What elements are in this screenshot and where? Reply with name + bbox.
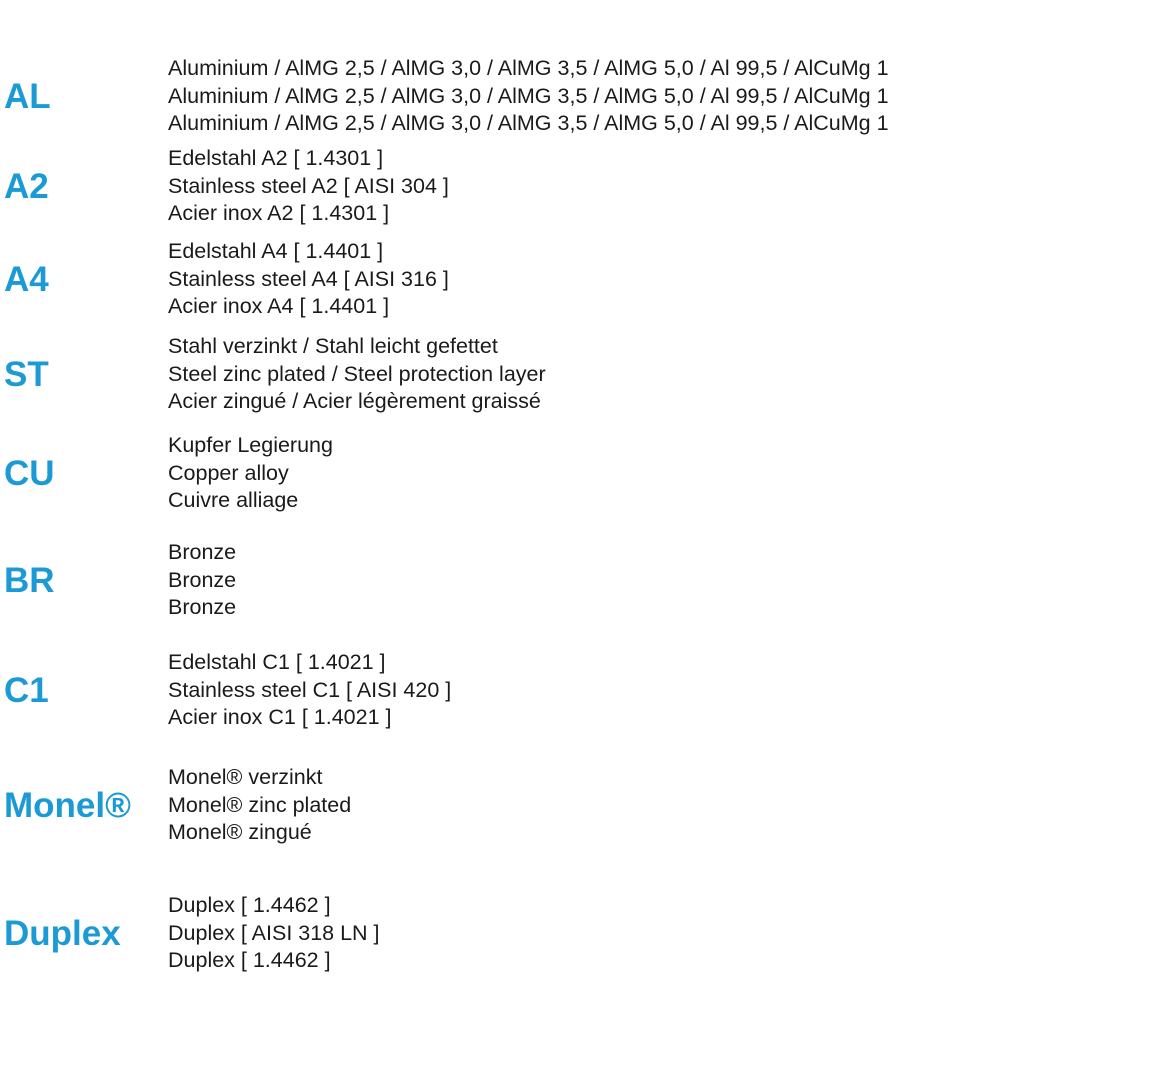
material-description-line: Stahl verzinkt / Stahl leicht gefettet [168,334,498,358]
material-description [168,238,1160,321]
material-description [168,892,1160,975]
material-code: ST [4,354,49,394]
material-description-line: Bronze [168,540,237,564]
material-code: AL [4,76,51,116]
material-description-line: Aluminium / AlMG 2,5 / AlMG 3,0 / AlMG 3,5 / AlMG 5,0 / Al 99,5 / AlCuMg 1 [168,111,889,135]
material-description-line: Acier inox A4 [ 1.4401 ] [168,294,390,318]
material-description [168,432,1160,515]
material-description [168,333,1160,416]
legend-row [0,145,1160,228]
legend-row [0,432,1160,515]
material-description-line: Acier inox A2 [ 1.4301 ] [168,201,390,225]
material-description-line: Monel® zinc plated [168,792,352,817]
material-description-line: Stainless steel A4 [ AISI 316 ] [168,266,449,291]
material-description-line: Monel® verzinkt [168,765,323,789]
material-description-line: Cuivre alliage [168,488,299,512]
material-description-line: Steel zinc plated / Steel protection layer [168,361,546,386]
material-code: Monel® [4,785,131,825]
legend-row [0,649,1160,732]
legend-row [0,764,1160,847]
material-description-line: Acier zingué / Acier légèrement graissé [168,389,541,413]
material-code: BR [4,560,55,600]
material-description-line: Edelstahl C1 [ 1.4021 ] [168,650,386,674]
material-description-line: Acier inox C1 [ 1.4021 ] [168,705,392,729]
material-description-line: Duplex [ AISI 318 LN ] [168,920,380,945]
legend-row [0,333,1160,416]
material-description [168,145,1160,228]
material-description-line: Bronze [168,595,237,619]
material-description-line: Edelstahl A2 [ 1.4301 ] [168,146,384,170]
material-description-line: Aluminium / AlMG 2,5 / AlMG 3,0 / AlMG 3,5 / AlMG 5,0 / Al 99,5 / AlCuMg 1 [168,83,889,108]
material-description-line: Copper alloy [168,460,289,485]
material-description-line: Duplex [ 1.4462 ] [168,948,331,972]
material-description-line: Bronze [168,567,237,592]
legend-row [0,892,1160,975]
material-description-line: Stainless steel A2 [ AISI 304 ] [168,173,449,198]
material-description-line: Kupfer Legierung [168,433,333,457]
legend-row [0,238,1160,321]
material-description [168,55,1160,138]
material-description-line: Stainless steel C1 [ AISI 420 ] [168,677,452,702]
legend-row [0,55,1160,138]
material-description-line: Edelstahl A4 [ 1.4401 ] [168,239,384,263]
material-description [168,649,1160,732]
material-description [168,539,1160,622]
material-description [168,764,1160,847]
material-code: C1 [4,670,49,710]
material-description-line: Aluminium / AlMG 2,5 / AlMG 3,0 / AlMG 3,5 / AlMG 5,0 / Al 99,5 / AlCuMg 1 [168,56,889,80]
material-description-line: Duplex [ 1.4462 ] [168,893,331,917]
legend-row [0,539,1160,622]
material-code: A2 [4,166,49,206]
material-code: Duplex [4,913,121,953]
material-code: A4 [4,259,49,299]
material-description-line: Monel® zingué [168,820,312,844]
material-code: CU [4,453,55,493]
